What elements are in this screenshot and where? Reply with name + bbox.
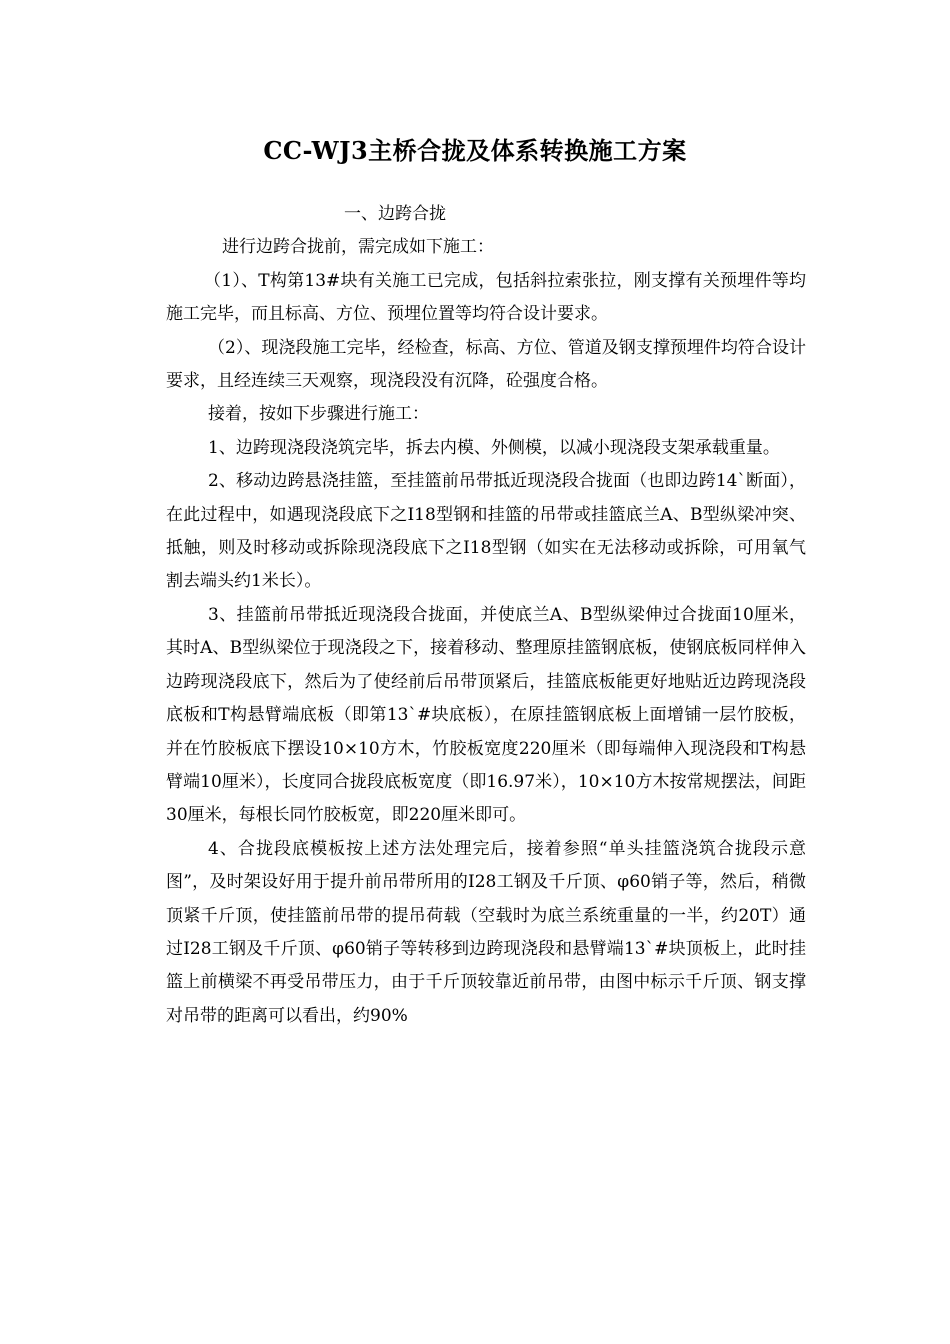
section-heading: 一、边跨合拢	[344, 204, 446, 224]
paragraph-item-2: （2）、现浇段施工完毕，经检查，标高、方位、管道及钢支撑预埋件均符合设计要求，且经连续三天观察，现浇段没有沉降，砼强度合格。	[166, 337, 806, 392]
paragraph-step-2: 2、移动边跨悬浇挂篮，至挂篮前吊带抵近现浇段合拢面（也即边跨14`断面），在此过程中，如遇现浇段底下之I18型钢和挂篮的吊带或挂篮底兰A、B型纵梁冲突、抵触，则及时移动或拆除现浇段底下之I18型钢（如实在无法移动或拆除，可用氧气割去端头约1米长）。	[166, 471, 806, 592]
document-title: CC-WJ3主桥合拢及体系转换施工方案	[263, 136, 687, 165]
paragraph-step-4: 4、合拢段底模板按上述方法处理完后，接着参照“单头挂篮浇筑合拢段示意图”，及时架设好用于提升前吊带所用的I28工钢及千斤顶、φ60销子等，然后，稍微顶紧千斤顶，使挂篮前吊带的提吊荷载（空载时为底兰系统重量的一半，约20T）通过I28工钢及千斤顶、φ60销子等转移到边跨现浇段和悬臂端13`#块顶板上，此时挂篮上前横梁不再受吊带压力，由于千斤顶较靠近前吊带，由图中标示千斤顶、钢支撑对吊带的距离可以看出，约90%	[166, 838, 806, 1026]
paragraph-step-3: 3、挂篮前吊带抵近现浇段合拢面，并使底兰A、B型纵梁伸过合拢面10厘米，其时A、B型纵梁位于现浇段之下，接着移动、整理原挂篮钢底板，使钢底板同样伸入边跨现浇段底下，然后为了使经前后吊带顶紧后，挂篮底板能更好地贴近边跨现浇段底板和T构悬臂端底板（即第13`#块底板），在原挂篮钢底板上面增铺一层竹胶板，并在竹胶板底下摆设10×10方木，竹胶板宽度220厘米（即每端伸入现浇段和T构悬臂端10厘米），长度同合拢段底板宽度（即16.97米），10×10方木按常规摆法，间距30厘米，每根长同竹胶板宽，即220厘米即可。	[166, 604, 806, 826]
document-body	[166, 198, 806, 1033]
paragraph-item-1: （1）、T构第13#块有关施工已完成，包括斜拉索张拉，刚支撑有关预埋件等均施工完毕，而且标高、方位、预埋位置等均符合设计要求。	[166, 270, 806, 325]
paragraph-step-1: 1、边跨现浇段浇筑完毕，拆去内模、外侧模，以减小现浇段支架承载重量。	[208, 437, 780, 458]
paragraph-intro: 进行边跨合拢前，需完成如下施工：	[222, 237, 494, 258]
paragraph-steps-intro: 接着，按如下步骤进行施工：	[208, 404, 429, 425]
